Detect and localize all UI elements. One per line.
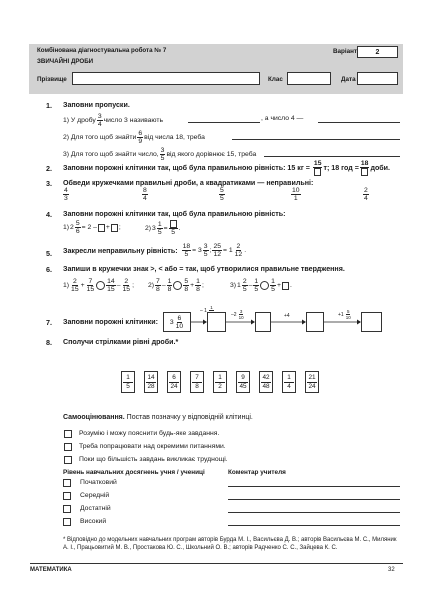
q6-circle-3[interactable]	[260, 281, 269, 290]
q7-title: Заповни порожні клітинки:	[63, 318, 158, 326]
subject-label: МАТЕМАТИКА	[30, 567, 72, 573]
q6-cell[interactable]	[282, 282, 289, 290]
q3-fraction[interactable]: $\frac{8}{4}$	[143, 187, 147, 202]
q8-number: 8.	[46, 338, 52, 347]
q5-equality-1[interactable]: $\frac{18}{5}$	[182, 243, 191, 258]
work-title: Комбінована діагностувальна робота № 7	[37, 47, 167, 54]
q8-card[interactable]: 14 28	[144, 371, 158, 393]
self-item-1: Розумію і можу пояснити будь-яке завдання.	[79, 430, 220, 437]
q7-op2: –2 $\frac{3}{10}$	[231, 309, 244, 320]
q1-line1-tail: , а число 4 —	[261, 115, 304, 122]
q6-circle-2[interactable]	[173, 281, 182, 290]
level-check-3[interactable]	[63, 505, 71, 513]
self-item-2: Треба попрацювати над окремими питаннями.	[79, 443, 226, 450]
level-label: Початковий	[80, 479, 117, 486]
q3-fraction[interactable]: $\frac{4}{3}$	[64, 187, 68, 202]
level-check-2[interactable]	[63, 492, 71, 500]
q2-cell-1[interactable]	[314, 168, 321, 176]
q8-card[interactable]: 21 24	[305, 371, 319, 393]
surname-field[interactable]	[72, 72, 260, 85]
q8-card[interactable]: 7 8	[190, 371, 204, 393]
q6-title: Запиши в кружечки знак >, < або = так, щоб утворилися правильне твердження.	[63, 265, 345, 273]
q3-title: Обведи кружечками правильні дроби, а квадратиками — неправильні:	[63, 179, 314, 187]
q1-answer-line-1[interactable]	[188, 122, 260, 123]
self-assessment-heading: Самооцінювання. Постав позначку у відповідній клітинці.	[63, 414, 253, 421]
q8-card[interactable]: 9 45	[236, 371, 250, 393]
q6-expr1: 1) $\frac{2}{15}$ + $\frac{7}{15}$ $\frac{14}{15}$ – $\frac{2}{15}$ ;	[63, 278, 134, 293]
q6-circle-1[interactable]	[96, 281, 105, 290]
q1-number: 1.	[46, 101, 52, 110]
comment-title: Коментар учителя	[228, 469, 286, 476]
q7-op3: +4	[284, 313, 290, 319]
level-check-4[interactable]	[63, 518, 71, 526]
q5-equality-2[interactable]: $\frac{25}{12}$	[213, 243, 221, 258]
q8-card[interactable]: 1 5	[121, 371, 135, 393]
q1-line2: 2) Для того щоб знайти $\frac{6}{9}$ від числа 18, треба	[63, 130, 205, 145]
q1-line1: 1) У дробу $\frac{3}{4}$ число 3 називають	[63, 113, 163, 128]
q4-title: Заповни порожні клітинки так, щоб була правильною рівність:	[63, 210, 286, 218]
q5-line: Закресли неправильну рівність: $\frac{18}{5}$ = 3 $\frac{3}{5}$ ; $\frac{25}{12}$ = 1 $\frac{2}{12}$ .	[63, 243, 247, 258]
class-label: Клас	[268, 76, 283, 83]
self-check-3[interactable]	[64, 456, 72, 464]
surname-label: Прізвище	[37, 76, 67, 83]
variant-label: Варіант	[333, 48, 358, 55]
variant-value: 2	[357, 46, 398, 58]
q1-title: Заповни пропуски.	[63, 101, 130, 109]
q7-start-box: 3 $\frac{6}{10}$	[163, 312, 191, 332]
q7-answer-box-3[interactable]	[306, 312, 324, 332]
q8-card[interactable]: 1 2	[213, 371, 227, 393]
q4-number: 4.	[46, 210, 52, 219]
q3-fraction[interactable]: $\frac{10}{1}$	[292, 187, 300, 202]
q1-answer-line-4[interactable]	[264, 156, 400, 157]
q7-answer-box-2[interactable]	[255, 312, 271, 332]
q4-cell-3[interactable]	[170, 220, 177, 228]
level-label: Достатній	[80, 505, 111, 512]
q1-line3: 3) Для того щоб знайти число, $\frac{3}{5}$ від якого дорівнює 15, треба	[63, 147, 257, 162]
q8-card[interactable]: 1 4	[282, 371, 296, 393]
q1-answer-line-2[interactable]	[318, 122, 400, 123]
q7-number: 7.	[46, 318, 52, 327]
q3-fraction[interactable]: $\frac{2}{4}$	[364, 187, 368, 202]
q3-fractions	[63, 187, 373, 207]
q2-number: 2.	[46, 164, 52, 173]
q3-fraction[interactable]: $\frac{5}{5}$	[220, 187, 224, 202]
q4-eq1: 1) 2 $\frac{5}{6}$ = 2 – + ;	[63, 220, 121, 235]
q1-answer-line-3[interactable]	[232, 139, 400, 140]
q7-op1: – 1 1	[200, 305, 213, 314]
level-title: Рівень навчальних досягнень учня / учениці	[63, 469, 205, 476]
comment-line[interactable]	[228, 525, 400, 526]
q5-number: 5.	[46, 249, 52, 258]
q6-number: 6.	[46, 265, 52, 274]
q6-expr2: 2) $\frac{7}{8}$ – $\frac{1}{8}$ $\frac{5}{8}$ + $\frac{1}{8}$ ;	[148, 278, 204, 293]
self-check-1[interactable]	[64, 430, 72, 438]
date-field[interactable]	[357, 72, 398, 85]
q7-op4: +1 $\frac{5}{10}$	[338, 309, 351, 320]
q6-expr3: 3) 1 $\frac{2}{5}$ – $\frac{1}{5}$ $\frac{1}{5}$ + .	[230, 278, 292, 293]
q3-number: 3.	[46, 179, 52, 188]
footnote: * Відповідно до модельних навчальних програм авторів Бурда М. І., Васильєва Д. В.; авторів Васильєва М. С., Миляник А. І., Працьовитий М. В., Простакова Ю. С., Школьний О. В.; авторів Радченко С. С., Зайцева К. С.	[63, 537, 397, 551]
q4-cell-1[interactable]	[98, 224, 105, 232]
q2-cell-2[interactable]	[361, 168, 368, 176]
self-item-3: Поки що більшість завдань викликає труднощі.	[79, 456, 228, 463]
level-label: Середній	[80, 492, 110, 499]
q4-eq2: 2) 3 $\frac{1}{5}$ = 5 .	[145, 220, 181, 236]
footer-divider	[30, 563, 403, 564]
q2-equation: Заповни порожні клітинки так, щоб була правильною рівність: 15 кг = 15 т; 18 год = 18 доби.	[63, 160, 390, 176]
comment-line[interactable]	[228, 486, 400, 487]
q8-card[interactable]: 42 48	[259, 371, 273, 393]
q8-card[interactable]: 6 24	[167, 371, 181, 393]
self-check-2[interactable]	[64, 443, 72, 451]
comment-line[interactable]	[228, 499, 400, 500]
level-check-1[interactable]	[63, 479, 71, 487]
comment-line[interactable]	[228, 512, 400, 513]
q7-answer-box-1[interactable]	[207, 312, 226, 332]
q7-answer-box-4[interactable]	[361, 312, 382, 332]
work-subtitle: ЗВИЧАЙНІ ДРОБИ	[37, 58, 94, 65]
q8-title: Сполучи стрілками рівні дроби.*	[63, 338, 179, 346]
q4-cell-2[interactable]	[111, 224, 118, 232]
level-label: Високий	[80, 518, 107, 525]
page-number: 32	[388, 567, 395, 573]
date-label: Дата	[341, 76, 356, 83]
class-field[interactable]	[287, 72, 331, 85]
